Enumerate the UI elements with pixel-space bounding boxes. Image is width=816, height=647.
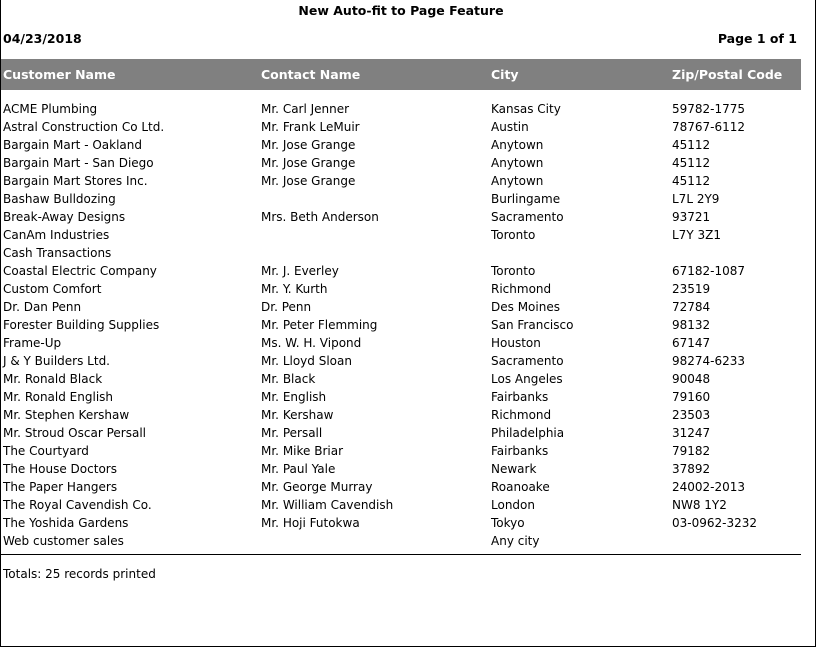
zip-cell: 79160 <box>672 390 711 404</box>
contact-name-cell: Ms. W. H. Vipond <box>261 336 362 350</box>
table-row <box>1 208 801 226</box>
zip-cell: 45112 <box>672 174 711 188</box>
city-cell: Austin <box>491 120 529 134</box>
column-header-city: City <box>491 67 519 82</box>
contact-name-cell: Mr. J. Everley <box>261 264 339 278</box>
customer-name-cell: Mr. Stroud Oscar Persall <box>3 426 146 440</box>
table-row <box>1 514 801 532</box>
table-row <box>1 352 801 370</box>
customer-name-cell: Break-Away Designs <box>3 210 126 224</box>
customer-name-cell: Bashaw Bulldozing <box>3 192 116 206</box>
city-cell: Anytown <box>491 138 544 152</box>
zip-cell: 72784 <box>672 300 711 314</box>
contact-name-cell: Mr. Paul Yale <box>261 462 336 476</box>
zip-cell: L7Y 3Z1 <box>672 228 721 242</box>
customer-name-cell: The Royal Cavendish Co. <box>3 498 152 512</box>
table-row <box>1 190 801 208</box>
city-cell: Fairbanks <box>491 444 549 458</box>
zip-cell: 24002-2013 <box>672 480 746 494</box>
customer-name-cell: Mr. Stephen Kershaw <box>3 408 130 422</box>
city-cell: Richmond <box>491 282 552 296</box>
contact-name-cell: Mrs. Beth Anderson <box>261 210 379 224</box>
city-cell: Richmond <box>491 408 552 422</box>
zip-cell: 79182 <box>672 444 711 458</box>
contact-name-cell: Mr. William Cavendish <box>261 498 394 512</box>
zip-cell: 67147 <box>672 336 711 350</box>
table-row <box>1 496 801 514</box>
city-cell: Philadelphia <box>491 426 565 440</box>
contact-name-cell: Mr. Hoji Futokwa <box>261 516 360 530</box>
customer-name-cell: Astral Construction Co Ltd. <box>3 120 165 134</box>
contact-name-cell: Mr. Black <box>261 372 316 386</box>
customer-name-cell: The Yoshida Gardens <box>3 516 129 530</box>
city-cell: Des Moines <box>491 300 560 314</box>
zip-cell: L7L 2Y9 <box>672 192 720 206</box>
customer-name-cell: ACME Plumbing <box>3 102 98 116</box>
customer-name-cell: J & Y Builders Ltd. <box>3 354 110 368</box>
customer-name-cell: Forester Building Supplies <box>3 318 160 332</box>
zip-cell: 78767-6112 <box>672 120 746 134</box>
customer-name-cell: The Paper Hangers <box>3 480 118 494</box>
contact-name-cell: Mr. George Murray <box>261 480 373 494</box>
contact-name-cell: Mr. Lloyd Sloan <box>261 354 352 368</box>
city-cell: Toronto <box>491 228 536 242</box>
customer-name-cell: Mr. Ronald Black <box>3 372 103 386</box>
customer-name-cell: Frame-Up <box>3 336 62 350</box>
customer-name-cell: Bargain Mart - San Diego <box>3 156 154 170</box>
customer-name-cell: CanAm Industries <box>3 228 110 242</box>
zip-cell: 93721 <box>672 210 711 224</box>
table-row <box>1 532 801 550</box>
table-row <box>1 478 801 496</box>
table-row <box>1 442 801 460</box>
city-cell: London <box>491 498 535 512</box>
table-row <box>1 118 801 136</box>
contact-name-cell: Mr. English <box>261 390 327 404</box>
table-row <box>1 154 801 172</box>
city-cell: Burlingame <box>491 192 561 206</box>
city-cell: Tokyo <box>491 516 525 530</box>
table-row <box>1 298 801 316</box>
city-cell: San Francisco <box>491 318 574 332</box>
table-row <box>1 172 801 190</box>
table-row <box>1 460 801 478</box>
contact-name-cell: Mr. Peter Flemming <box>261 318 378 332</box>
zip-cell: 23519 <box>672 282 711 296</box>
column-header-customer-name: Customer Name <box>3 67 116 82</box>
table-row <box>1 226 801 244</box>
city-cell: Sacramento <box>491 210 564 224</box>
contact-name-cell: Mr. Jose Grange <box>261 156 356 170</box>
contact-name-cell: Mr. Jose Grange <box>261 138 356 152</box>
contact-name-cell: Mr. Persall <box>261 426 323 440</box>
city-cell: Roanoake <box>491 480 550 494</box>
zip-cell: 98274-6233 <box>672 354 746 368</box>
report-title: New Auto-fit to Page Feature <box>298 3 504 18</box>
zip-cell: 45112 <box>672 156 711 170</box>
table-row <box>1 424 801 442</box>
customer-name-cell: Coastal Electric Company <box>3 264 157 278</box>
zip-cell: 45112 <box>672 138 711 152</box>
city-cell: Anytown <box>491 156 544 170</box>
table-row <box>1 370 801 388</box>
table-body <box>1 100 801 550</box>
column-header-zip: Zip/Postal Code <box>672 67 783 82</box>
table-row <box>1 244 801 262</box>
table-row <box>1 406 801 424</box>
report-date: 04/23/2018 <box>3 31 82 46</box>
table-row <box>1 388 801 406</box>
zip-cell: NW8 1Y2 <box>672 498 727 512</box>
table-row <box>1 100 801 118</box>
table-row <box>1 136 801 154</box>
customer-name-cell: The House Doctors <box>3 462 117 476</box>
city-cell: Los Angeles <box>491 372 563 386</box>
contact-name-cell: Mr. Frank LeMuir <box>261 120 360 134</box>
customer-name-cell: Mr. Ronald English <box>3 390 114 404</box>
city-cell: Toronto <box>491 264 536 278</box>
zip-cell: 59782-1775 <box>672 102 746 116</box>
city-cell: Houston <box>491 336 541 350</box>
zip-cell: 31247 <box>672 426 711 440</box>
table-row <box>1 262 801 280</box>
city-cell: Kansas City <box>491 102 561 116</box>
customer-name-cell: Custom Comfort <box>3 282 102 296</box>
city-cell: Newark <box>491 462 537 476</box>
customer-name-cell: Cash Transactions <box>3 246 112 260</box>
table-row <box>1 334 801 352</box>
city-cell: Fairbanks <box>491 390 549 404</box>
contact-name-cell: Mr. Kershaw <box>261 408 334 422</box>
totals-text: Totals: 25 records printed <box>3 567 156 581</box>
zip-cell: 98132 <box>672 318 711 332</box>
customer-name-cell: Bargain Mart - Oakland <box>3 138 142 152</box>
contact-name-cell: Mr. Carl Jenner <box>261 102 350 116</box>
zip-cell: 67182-1087 <box>672 264 746 278</box>
city-cell: Any city <box>491 534 540 548</box>
contact-name-cell: Dr. Penn <box>261 300 312 314</box>
page-number: Page 1 of 1 <box>717 31 797 46</box>
column-header-contact-name: Contact Name <box>261 67 361 82</box>
table-row <box>1 316 801 334</box>
city-cell: Sacramento <box>491 354 564 368</box>
customer-name-cell: Web customer sales <box>3 534 124 548</box>
contact-name-cell: Mr. Mike Briar <box>261 444 344 458</box>
divider <box>1 554 801 555</box>
contact-name-cell: Mr. Jose Grange <box>261 174 356 188</box>
zip-cell: 37892 <box>672 462 711 476</box>
customer-name-cell: Dr. Dan Penn <box>3 300 82 314</box>
customer-name-cell: Bargain Mart Stores Inc. <box>3 174 148 188</box>
table-row <box>1 280 801 298</box>
zip-cell: 03-0962-3232 <box>672 516 758 530</box>
city-cell: Anytown <box>491 174 544 188</box>
table-header <box>1 59 801 90</box>
customer-name-cell: The Courtyard <box>3 444 89 458</box>
contact-name-cell: Mr. Y. Kurth <box>261 282 328 296</box>
zip-cell: 23503 <box>672 408 711 422</box>
zip-cell: 90048 <box>672 372 711 386</box>
